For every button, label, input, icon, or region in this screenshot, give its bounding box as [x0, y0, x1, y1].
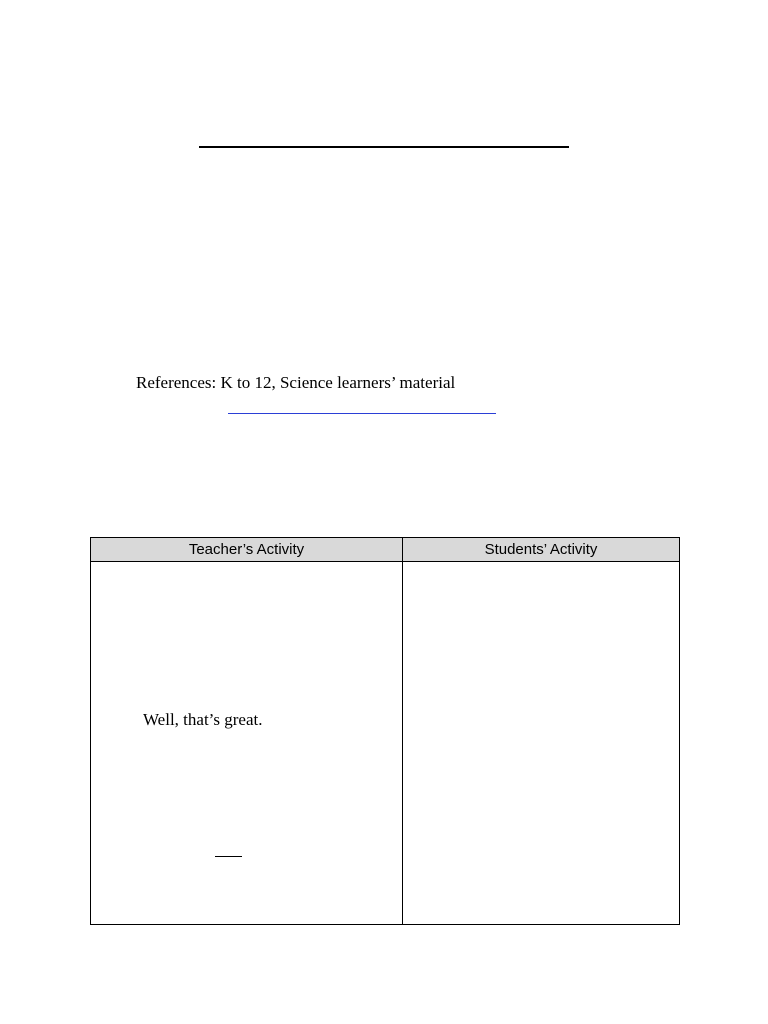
activity-table [90, 537, 680, 925]
table-row [91, 562, 680, 925]
students-activity-cell[interactable] [403, 562, 680, 925]
title-blank-line [199, 146, 569, 148]
table-header-row [91, 538, 680, 562]
teacher-activity-header: Teacher’s Activity [91, 538, 403, 562]
teacher-activity-text: Well, that’s great. [143, 710, 263, 729]
short-blank-line [215, 856, 242, 857]
teacher-activity-cell[interactable] [91, 562, 403, 925]
reference-link-underline[interactable] [228, 413, 496, 414]
references-text: References: K to 12, Science learners’ material [136, 373, 456, 392]
students-activity-header: Students’ Activity [403, 538, 680, 562]
